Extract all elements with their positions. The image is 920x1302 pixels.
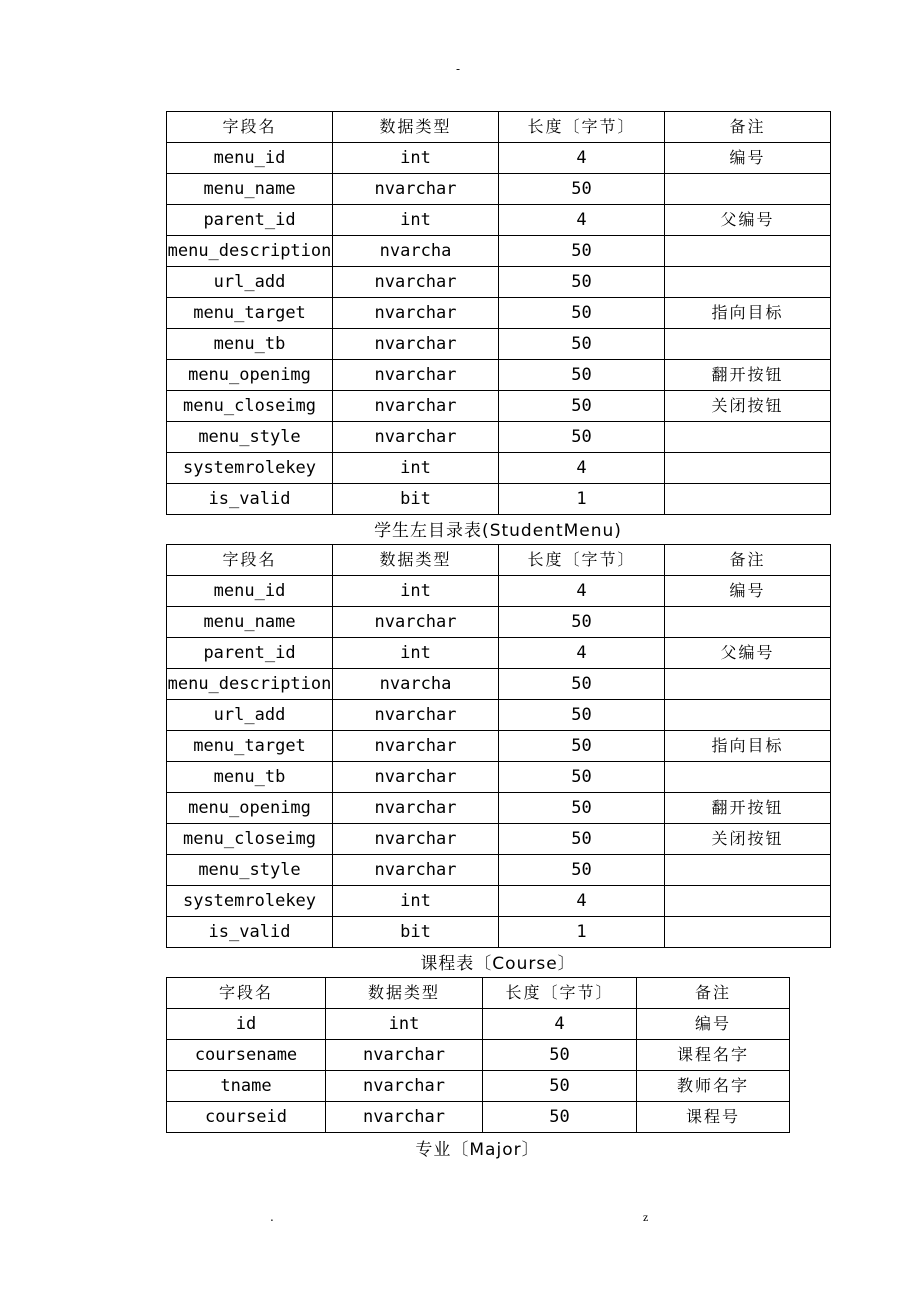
field-name-cell: systemrolekey [167, 886, 333, 917]
table-row [167, 669, 831, 700]
length-cell: 1 [499, 484, 665, 515]
remark-cell [665, 267, 831, 298]
field-name-cell: coursename [167, 1040, 326, 1071]
table-row [167, 1071, 790, 1102]
data-type-cell: nvarchar [333, 731, 499, 762]
page-footer-left: . [270, 1210, 274, 1224]
table-row [167, 422, 831, 453]
column-header: 备注 [665, 112, 831, 143]
field-name-cell: menu_closeimg [167, 824, 333, 855]
remark-cell [665, 484, 831, 515]
page-header-mark: - [456, 62, 461, 76]
length-cell: 50 [499, 422, 665, 453]
remark-cell: 指向目标 [665, 298, 831, 329]
table-header-row [167, 112, 831, 143]
column-header: 字段名 [167, 112, 333, 143]
data-type-cell: int [333, 576, 499, 607]
length-cell: 50 [499, 391, 665, 422]
field-name-cell: courseid [167, 1102, 326, 1133]
remark-cell: 课程号 [637, 1102, 790, 1133]
field-name-cell: menu_description [167, 669, 333, 700]
data-type-cell: int [333, 205, 499, 236]
column-header: 字段名 [167, 978, 326, 1009]
table-row [167, 1009, 790, 1040]
page-footer-right: z [643, 1210, 649, 1224]
field-name-cell: systemrolekey [167, 453, 333, 484]
data-type-cell: int [333, 886, 499, 917]
remark-cell [665, 669, 831, 700]
length-cell: 1 [499, 917, 665, 948]
length-cell: 50 [499, 855, 665, 886]
table-header-row [167, 545, 831, 576]
length-cell: 50 [499, 174, 665, 205]
menu-table [166, 111, 831, 515]
data-type-cell: nvarchar [333, 298, 499, 329]
remark-cell: 教师名字 [637, 1071, 790, 1102]
data-type-cell: nvarchar [333, 391, 499, 422]
remark-cell: 翻开按钮 [665, 360, 831, 391]
major-table-caption: 专业〔Major〕 [415, 1140, 540, 1160]
field-name-cell: url_add [167, 700, 333, 731]
column-header: 字段名 [167, 545, 333, 576]
length-cell: 4 [483, 1009, 637, 1040]
length-cell: 4 [499, 453, 665, 484]
table-row [167, 1040, 790, 1071]
remark-cell: 父编号 [665, 205, 831, 236]
remark-cell: 编号 [637, 1009, 790, 1040]
remark-cell [665, 422, 831, 453]
table-row [167, 1102, 790, 1133]
field-name-cell: menu_name [167, 607, 333, 638]
data-type-cell: nvarchar [333, 267, 499, 298]
column-header: 备注 [665, 545, 831, 576]
table-row [167, 762, 831, 793]
table-row [167, 143, 831, 174]
remark-cell: 编号 [665, 143, 831, 174]
column-header: 数据类型 [326, 978, 483, 1009]
column-header: 长度〔字节〕 [499, 545, 665, 576]
table-row [167, 824, 831, 855]
table-row [167, 391, 831, 422]
column-header: 备注 [637, 978, 790, 1009]
remark-cell [665, 453, 831, 484]
length-cell: 50 [483, 1102, 637, 1133]
table-row [167, 236, 831, 267]
table-row [167, 793, 831, 824]
column-header: 数据类型 [333, 545, 499, 576]
remark-cell [665, 607, 831, 638]
remark-cell: 课程名字 [637, 1040, 790, 1071]
remark-cell [665, 855, 831, 886]
data-type-cell: nvarchar [326, 1071, 483, 1102]
length-cell: 50 [499, 267, 665, 298]
student-menu-table-caption: 学生左目录表(StudentMenu) [374, 521, 622, 541]
table-row [167, 360, 831, 391]
length-cell: 50 [499, 236, 665, 267]
table-row [167, 700, 831, 731]
field-name-cell: is_valid [167, 484, 333, 515]
field-name-cell: menu_name [167, 174, 333, 205]
table-row [167, 576, 831, 607]
remark-cell [665, 917, 831, 948]
length-cell: 50 [499, 731, 665, 762]
length-cell: 4 [499, 143, 665, 174]
table-row [167, 731, 831, 762]
data-type-cell: nvarchar [333, 607, 499, 638]
length-cell: 4 [499, 205, 665, 236]
data-type-cell: int [333, 453, 499, 484]
remark-cell: 编号 [665, 576, 831, 607]
table-row [167, 453, 831, 484]
table-row [167, 484, 831, 515]
data-type-cell: nvarcha [333, 236, 499, 267]
data-type-cell: nvarchar [333, 329, 499, 360]
length-cell: 50 [499, 329, 665, 360]
data-type-cell: bit [333, 917, 499, 948]
field-name-cell: menu_closeimg [167, 391, 333, 422]
column-header: 长度〔字节〕 [483, 978, 637, 1009]
data-type-cell: nvarchar [326, 1102, 483, 1133]
data-type-cell: nvarcha [333, 669, 499, 700]
data-type-cell: nvarchar [333, 700, 499, 731]
length-cell: 50 [499, 360, 665, 391]
field-name-cell: menu_target [167, 731, 333, 762]
field-name-cell: menu_openimg [167, 360, 333, 391]
length-cell: 50 [483, 1040, 637, 1071]
table-row [167, 607, 831, 638]
field-name-cell: tname [167, 1071, 326, 1102]
student-menu-table [166, 544, 831, 948]
table-row [167, 174, 831, 205]
length-cell: 4 [499, 576, 665, 607]
remark-cell [665, 762, 831, 793]
data-type-cell: nvarchar [333, 422, 499, 453]
remark-cell [665, 329, 831, 360]
length-cell: 50 [499, 762, 665, 793]
table-row [167, 638, 831, 669]
field-name-cell: menu_id [167, 576, 333, 607]
remark-cell [665, 700, 831, 731]
length-cell: 50 [499, 607, 665, 638]
data-type-cell: nvarchar [333, 855, 499, 886]
length-cell: 50 [499, 669, 665, 700]
length-cell: 50 [499, 298, 665, 329]
remark-cell [665, 886, 831, 917]
table-row [167, 298, 831, 329]
data-type-cell: int [326, 1009, 483, 1040]
column-header: 数据类型 [333, 112, 499, 143]
data-type-cell: nvarchar [326, 1040, 483, 1071]
data-type-cell: nvarchar [333, 762, 499, 793]
length-cell: 50 [499, 793, 665, 824]
table-row [167, 855, 831, 886]
remark-cell [665, 236, 831, 267]
course-table [166, 977, 790, 1133]
remark-cell: 指向目标 [665, 731, 831, 762]
table-header-row [167, 978, 790, 1009]
length-cell: 4 [499, 638, 665, 669]
field-name-cell: menu_description [167, 236, 333, 267]
field-name-cell: menu_tb [167, 762, 333, 793]
field-name-cell: url_add [167, 267, 333, 298]
table-row [167, 205, 831, 236]
data-type-cell: bit [333, 484, 499, 515]
field-name-cell: id [167, 1009, 326, 1040]
table-row [167, 329, 831, 360]
data-type-cell: nvarchar [333, 360, 499, 391]
remark-cell: 关闭按钮 [665, 824, 831, 855]
column-header: 长度〔字节〕 [499, 112, 665, 143]
field-name-cell: menu_id [167, 143, 333, 174]
remark-cell [665, 174, 831, 205]
field-name-cell: parent_id [167, 638, 333, 669]
data-type-cell: nvarchar [333, 824, 499, 855]
length-cell: 4 [499, 886, 665, 917]
length-cell: 50 [499, 700, 665, 731]
remark-cell: 关闭按钮 [665, 391, 831, 422]
length-cell: 50 [499, 824, 665, 855]
length-cell: 50 [483, 1071, 637, 1102]
data-type-cell: nvarchar [333, 174, 499, 205]
table-row [167, 917, 831, 948]
data-type-cell: int [333, 638, 499, 669]
field-name-cell: menu_style [167, 422, 333, 453]
course-table-caption: 课程表〔Course〕 [420, 954, 576, 974]
data-type-cell: nvarchar [333, 793, 499, 824]
field-name-cell: menu_openimg [167, 793, 333, 824]
data-type-cell: int [333, 143, 499, 174]
field-name-cell: is_valid [167, 917, 333, 948]
field-name-cell: menu_target [167, 298, 333, 329]
field-name-cell: menu_tb [167, 329, 333, 360]
remark-cell: 父编号 [665, 638, 831, 669]
field-name-cell: parent_id [167, 205, 333, 236]
remark-cell: 翻开按钮 [665, 793, 831, 824]
field-name-cell: menu_style [167, 855, 333, 886]
table-row [167, 886, 831, 917]
table-row [167, 267, 831, 298]
